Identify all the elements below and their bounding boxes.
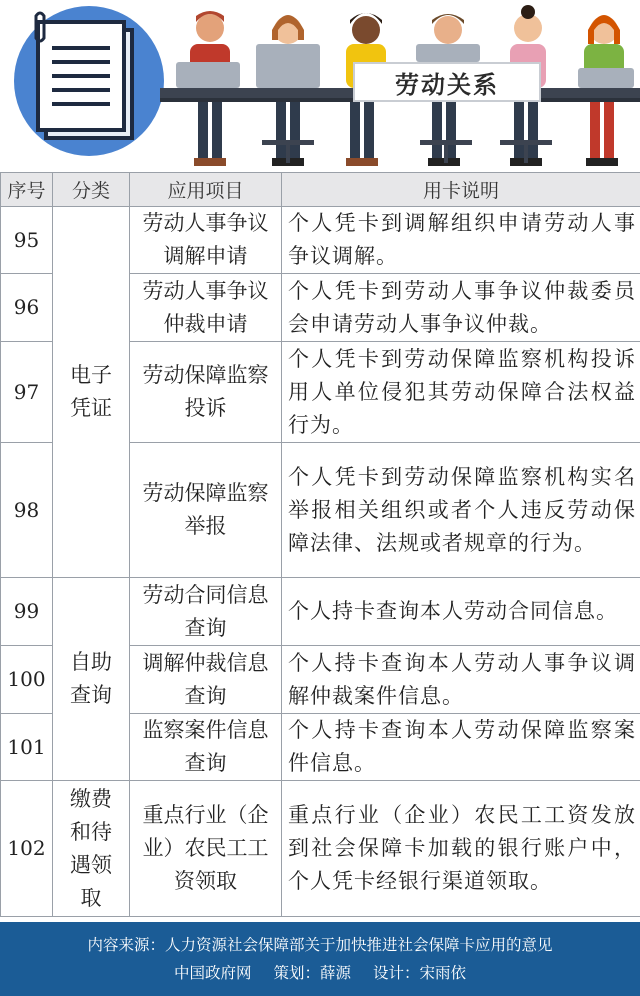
- category-cell: 自助查询: [53, 578, 130, 781]
- header-banner: [0, 0, 640, 172]
- footer-credits: [0, 922, 640, 996]
- col-header-number: 序号: [1, 173, 53, 207]
- application-cell: 劳动人事争议仲裁申请: [130, 274, 282, 342]
- page-title-box: [353, 62, 541, 102]
- description-cell: 个人凭卡到劳动人事争议仲裁委员会申请劳动人事争议仲裁。: [282, 274, 640, 342]
- row-number: 99: [1, 578, 53, 646]
- source-line: 内容来源：人力资源社会保障部关于加快推进社会保障卡应用的意见: [87, 936, 553, 954]
- description-cell: 重点行业（企业）农民工工资发放到社会保障卡加载的银行账户中，个人凭卡经银行渠道领取。: [282, 781, 640, 917]
- application-cell: 劳动保障监察投诉: [130, 342, 282, 443]
- row-number: 100: [1, 646, 53, 714]
- application-cell: 调解仲裁信息查询: [130, 646, 282, 714]
- category-cell: 缴费和待遇领取: [53, 781, 130, 917]
- description-cell: 个人持卡查询本人劳动合同信息。: [282, 578, 640, 646]
- description-cell: 个人凭卡到劳动保障监察机构实名举报相关组织或者个人违反劳动保障法律、法规或者规章的行为。: [282, 443, 640, 578]
- row-number: 101: [1, 714, 53, 781]
- table-row: [1, 781, 640, 917]
- page-title: 劳动关系: [395, 70, 499, 99]
- description-cell: 个人凭卡到调解组织申请劳动人事争议调解。: [282, 207, 640, 274]
- row-number: 102: [1, 781, 53, 917]
- application-cell: 劳动保障监察举报: [130, 443, 282, 578]
- col-header-category: 分类: [53, 173, 130, 207]
- application-cell: 劳动合同信息查询: [130, 578, 282, 646]
- category-cell: 电子凭证: [53, 207, 130, 578]
- description-cell: 个人凭卡到劳动保障监察机构投诉用人单位侵犯其劳动保障合法权益行为。: [282, 342, 640, 443]
- application-cell: 劳动人事争议调解申请: [130, 207, 282, 274]
- row-number: 97: [1, 342, 53, 443]
- table-header-row: [1, 173, 640, 207]
- office-workers-illustration: [0, 0, 640, 172]
- application-cell: 监察案件信息查询: [130, 714, 282, 781]
- service-table: [0, 172, 640, 917]
- publisher: 中国政府网: [173, 964, 252, 982]
- description-cell: 个人持卡查询本人劳动人事争议调解仲裁案件信息。: [282, 646, 640, 714]
- description-cell: 个人持卡查询本人劳动保障监察案件信息。: [282, 714, 640, 781]
- planner: 策划：薛源: [273, 964, 351, 982]
- row-number: 98: [1, 443, 53, 578]
- credits-line: [0, 959, 640, 987]
- row-number: 96: [1, 274, 53, 342]
- row-number: 95: [1, 207, 53, 274]
- designer: 设计：宋雨依: [373, 964, 467, 982]
- table-row: [1, 578, 640, 646]
- application-cell: 重点行业（企业）农民工工资领取: [130, 781, 282, 917]
- table-row: [1, 207, 640, 274]
- col-header-application: 应用项目: [130, 173, 282, 207]
- col-header-description: 用卡说明: [282, 173, 640, 207]
